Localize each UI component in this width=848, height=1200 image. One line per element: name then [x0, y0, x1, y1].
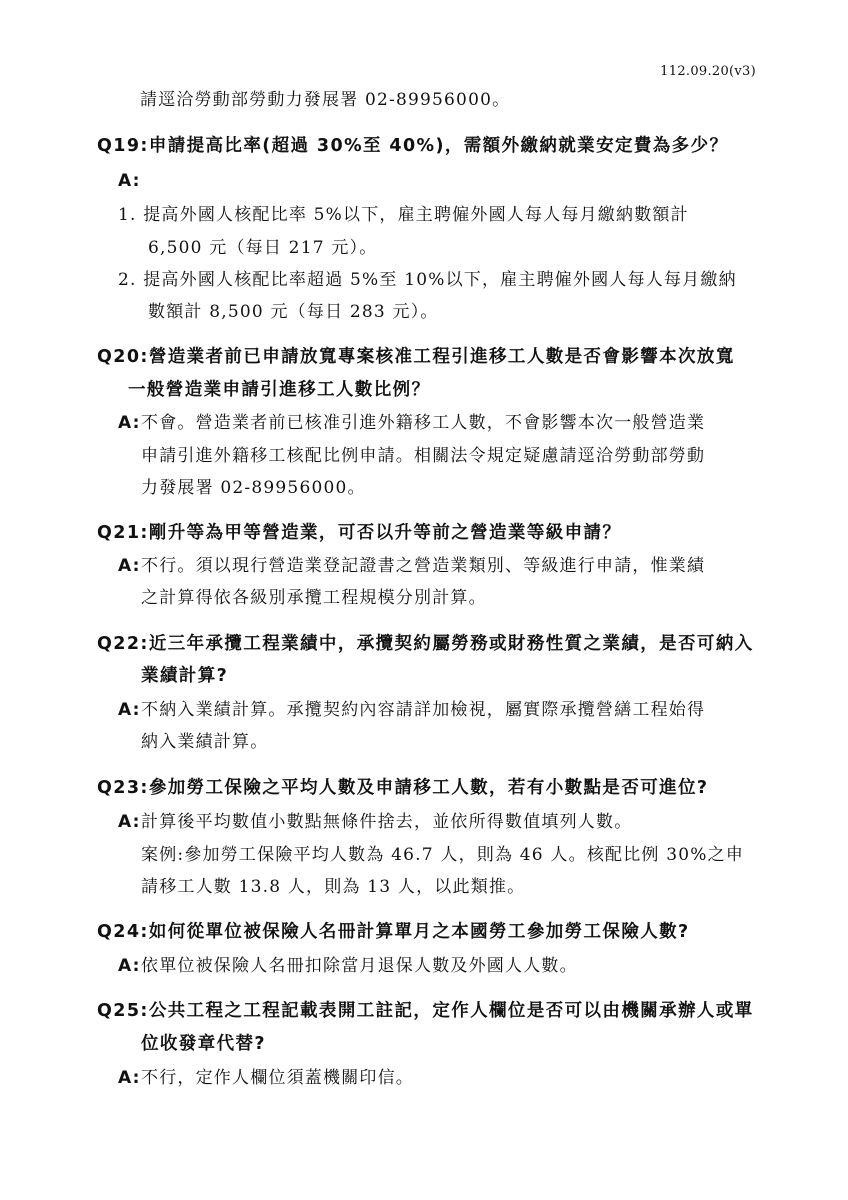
q20-answer-label: A: — [118, 413, 141, 433]
q20-answer-line3: 力發展署 02-89956000。 — [141, 478, 366, 498]
q19-item2-line2: 數額計 8,500 元（每日 283 元）。 — [148, 302, 439, 322]
q22-answer-line1: 不納入業績計算。承攬契約內容請詳加檢視，屬實際承攬營繕工程始得 — [141, 700, 706, 720]
q21-answer-label: A: — [118, 556, 141, 576]
q21-answer-line1: 不行。須以現行營造業登記證書之營造業類別、等級進行申請，惟業績 — [141, 556, 706, 576]
q25-question-line2: 位收發章代替? — [141, 1034, 266, 1054]
q23-answer-line1: 計算後平均數值小數點無條件捨去，並依所得數值填列人數。 — [141, 812, 633, 832]
q20-question-line2: 一般營造業申請引進移工人數比例？ — [128, 380, 431, 400]
q24-answer-label: A: — [118, 956, 141, 976]
q21-question: Q21:剛升等為甲等營造業，可否以升等前之營造業等級申請？ — [97, 523, 622, 543]
q22-answer-line2: 納入業績計算。 — [141, 732, 269, 752]
q19-item2-line1: 2. 提高外國人核配比率超過 5%至 10%以下，雇主聘僱外國人每人每月繳納 — [118, 270, 737, 290]
q19-item1-line1: 1. 提高外國人核配比率 5%以下，雇主聘僱外國人每人每月繳納數額計 — [118, 205, 689, 225]
q22-question-line2: 業績計算? — [141, 666, 229, 686]
q23-answer-label: A: — [118, 812, 141, 832]
q20-answer-line2: 申請引進外籍移工核配比例申請。相關法令規定疑慮請逕洽勞動部勞動 — [141, 446, 706, 466]
continuation-line: 請逕洽勞動部勞動力發展署 02-89956000。 — [140, 90, 511, 110]
q19-question: Q19:申請提高比率(超過 30%至 40%)，需額外繳納就業安定費為多少？ — [97, 136, 729, 156]
q23-question: Q23:參加勞工保險之平均人數及申請移工人數，若有小數點是否可進位? — [97, 778, 709, 798]
q25-answer-label: A: — [118, 1068, 141, 1088]
q24-question: Q24:如何從單位被保險人名冊計算單月之本國勞工參加勞工保險人數? — [97, 922, 690, 942]
q23-example-line1: 案例:參加勞工保險平均人數為 46.7 人，則為 46 人。核配比例 30%之申 — [141, 845, 745, 865]
q20-question-line1: Q20:營造業者前已申請放寬專案核准工程引進移工人數是否會影響本次放寬 — [97, 347, 735, 367]
q22-question-line1: Q22:近三年承攬工程業績中，承攬契約屬勞務或財務性質之業績，是否可納入 — [97, 634, 754, 654]
q19-answer-label: A: — [118, 171, 141, 191]
q25-answer-line1: 不行，定作人欄位須蓋機關印信。 — [141, 1068, 414, 1088]
q24-answer-line1: 依單位被保險人名冊扣除當月退保人數及外國人人數。 — [141, 956, 578, 976]
version-stamp: 112.09.20(v3) — [660, 64, 756, 79]
q20-answer-line1: 不會。營造業者前已核准引進外籍移工人數，不會影響本次一般營造業 — [141, 413, 706, 433]
q23-example-line2: 請移工人數 13.8 人，則為 13 人，以此類推。 — [141, 877, 526, 897]
q19-item1-line2: 6,500 元（每日 217 元）。 — [148, 238, 378, 258]
q21-answer-line2: 之計算得依各級別承攬工程規模分別計算。 — [141, 588, 487, 608]
q22-answer-label: A: — [118, 700, 141, 720]
q25-question-line1: Q25:公共工程之工程記載表開工註記，定作人欄位是否可以由機關承辦人或單 — [97, 1001, 754, 1021]
